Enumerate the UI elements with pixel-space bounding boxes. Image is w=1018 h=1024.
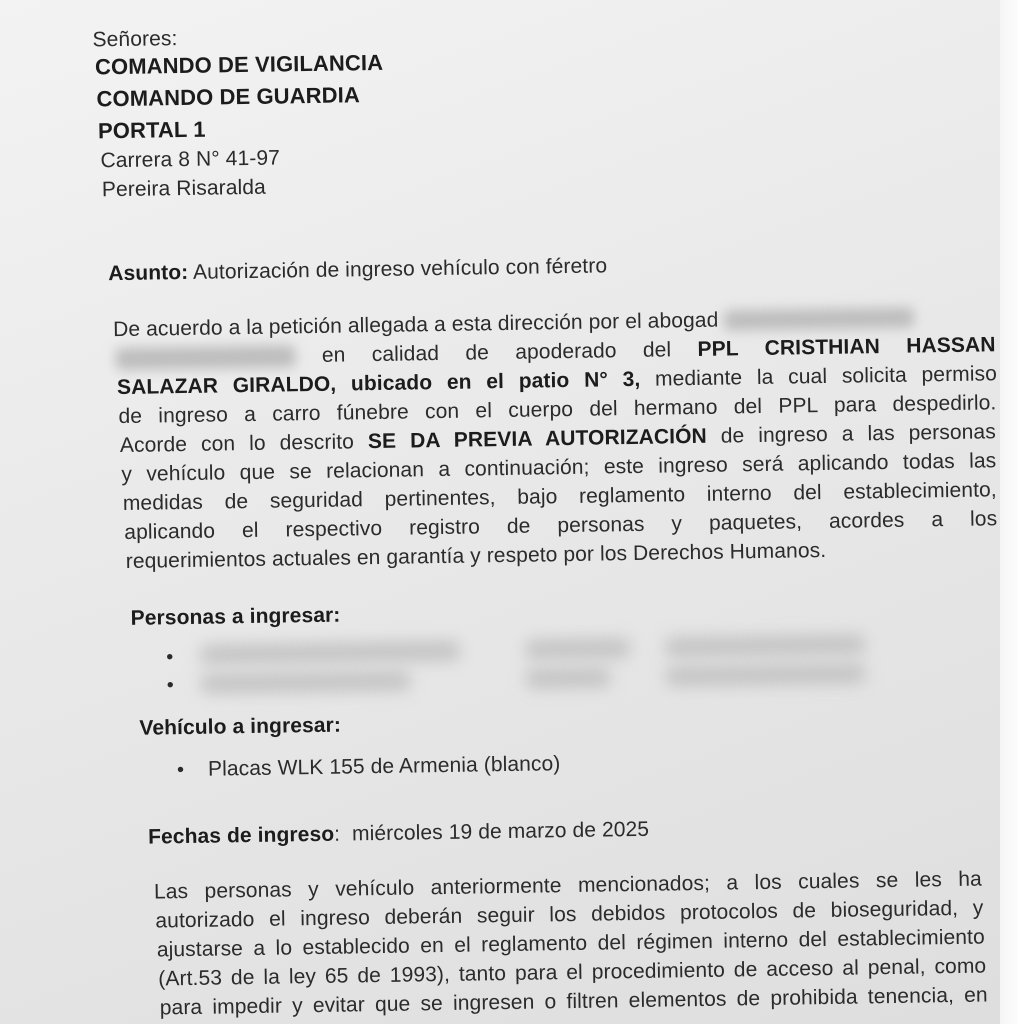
addressee-line-1: COMANDO DE VIGILANCIA [94, 49, 384, 80]
vehicle-item: Placas WLK 155 de Armenia (blanco) [207, 752, 561, 781]
closing-line-3-text: ajustarse a lo establecido en el reglamento del régimen interno del establecimiento [156, 925, 985, 962]
redacted-person-relation-2 [526, 667, 611, 688]
dates-value: miércoles 19 de marzo de 2025 [351, 817, 650, 846]
vehicle-bullet: • [176, 759, 185, 782]
body-line-2-bold: PPL CRISTHIAN HASSAN [697, 333, 996, 361]
dates-line [148, 818, 649, 850]
body-line-3-text: mediante la cual solicita permiso [654, 362, 998, 391]
photo-edge [1000, 0, 1018, 1024]
redacted-person-relation-1 [525, 638, 630, 660]
persons-heading: Personas a ingresar: [130, 603, 341, 630]
closing-line-2-text: autorizado el ingreso deberán seguir los debidos protocolos de bioseguridad, y [155, 896, 984, 933]
body-line-9: requerimientos actuales en garantía y respeto por los Derechos Humanos. [125, 538, 827, 573]
dates-colon: : [334, 822, 341, 846]
closing-line-1-text: Las personas y vehículo anteriormente mencionados; a los cuales se les ha [153, 867, 983, 904]
person-bullet-2: • [166, 674, 174, 697]
body-line-6-text: y vehículo que se relacionan a continuación; este ingreso será aplicando todas las [121, 449, 997, 487]
vehicle-heading: Vehículo a ingresar: [139, 713, 342, 740]
redacted-person-id-2 [665, 663, 865, 686]
redacted-lawyer-name [724, 308, 914, 331]
redacted-person-name-1 [200, 641, 460, 665]
body-line-1-text: De acuerdo a la petición allegada a esta dirección por el abogad [112, 308, 719, 342]
body-line-2-text: en calidad de apoderado del [321, 338, 672, 367]
body-line-7-text: medidas de seguridad pertinentes, bajo reglamento interno del establecimiento, [122, 478, 997, 515]
closing-line-4-text: (Art.53 de la ley 65 de 1993), tanto para el procedimiento de acceso al penal, como [158, 954, 987, 991]
address-street: Carrera 8 N° 41-97 [100, 146, 281, 173]
subject-line [108, 254, 607, 286]
addressee-line-3: PORTAL 1 [97, 116, 206, 144]
subject-label: Asunto: [108, 260, 189, 286]
dates-label: Fechas de ingreso [147, 822, 335, 849]
body-line-5-bold: SE DA PREVIA AUTORIZACIÓN [367, 424, 707, 454]
address-city: Pereira Risaralda [101, 175, 267, 202]
body-line-8-text: aplicando el respectivo registro de personas y paquetes, acordes a los [124, 507, 998, 544]
body-line-5-b: de ingreso a las personas [720, 420, 997, 448]
person-bullet-1: • [166, 646, 174, 669]
addressee-line-2: COMANDO DE GUARDIA [96, 82, 361, 112]
redacted-person-name-2 [201, 670, 411, 693]
closing-line-5-text: para impedir y evitar que se ingresen o filtren elementos de prohibida tenencia, en [159, 983, 988, 1020]
body-line-5-a: Acorde con lo descrito [119, 430, 355, 458]
redacted-person-id-1 [665, 634, 865, 657]
subject-text: Autorización de ingreso vehículo con féretro [192, 254, 608, 284]
greeting: Señores: [92, 27, 178, 52]
body-line-3-bold: SALAZAR GIRALDO, ubicado en el patio N° 3, [116, 367, 641, 400]
body-line-4-text: de ingreso a carro fúnebre con el cuerpo del hermano del PPL para despedirlo. [118, 391, 997, 429]
redacted-lawyer-name-cont [115, 346, 295, 371]
